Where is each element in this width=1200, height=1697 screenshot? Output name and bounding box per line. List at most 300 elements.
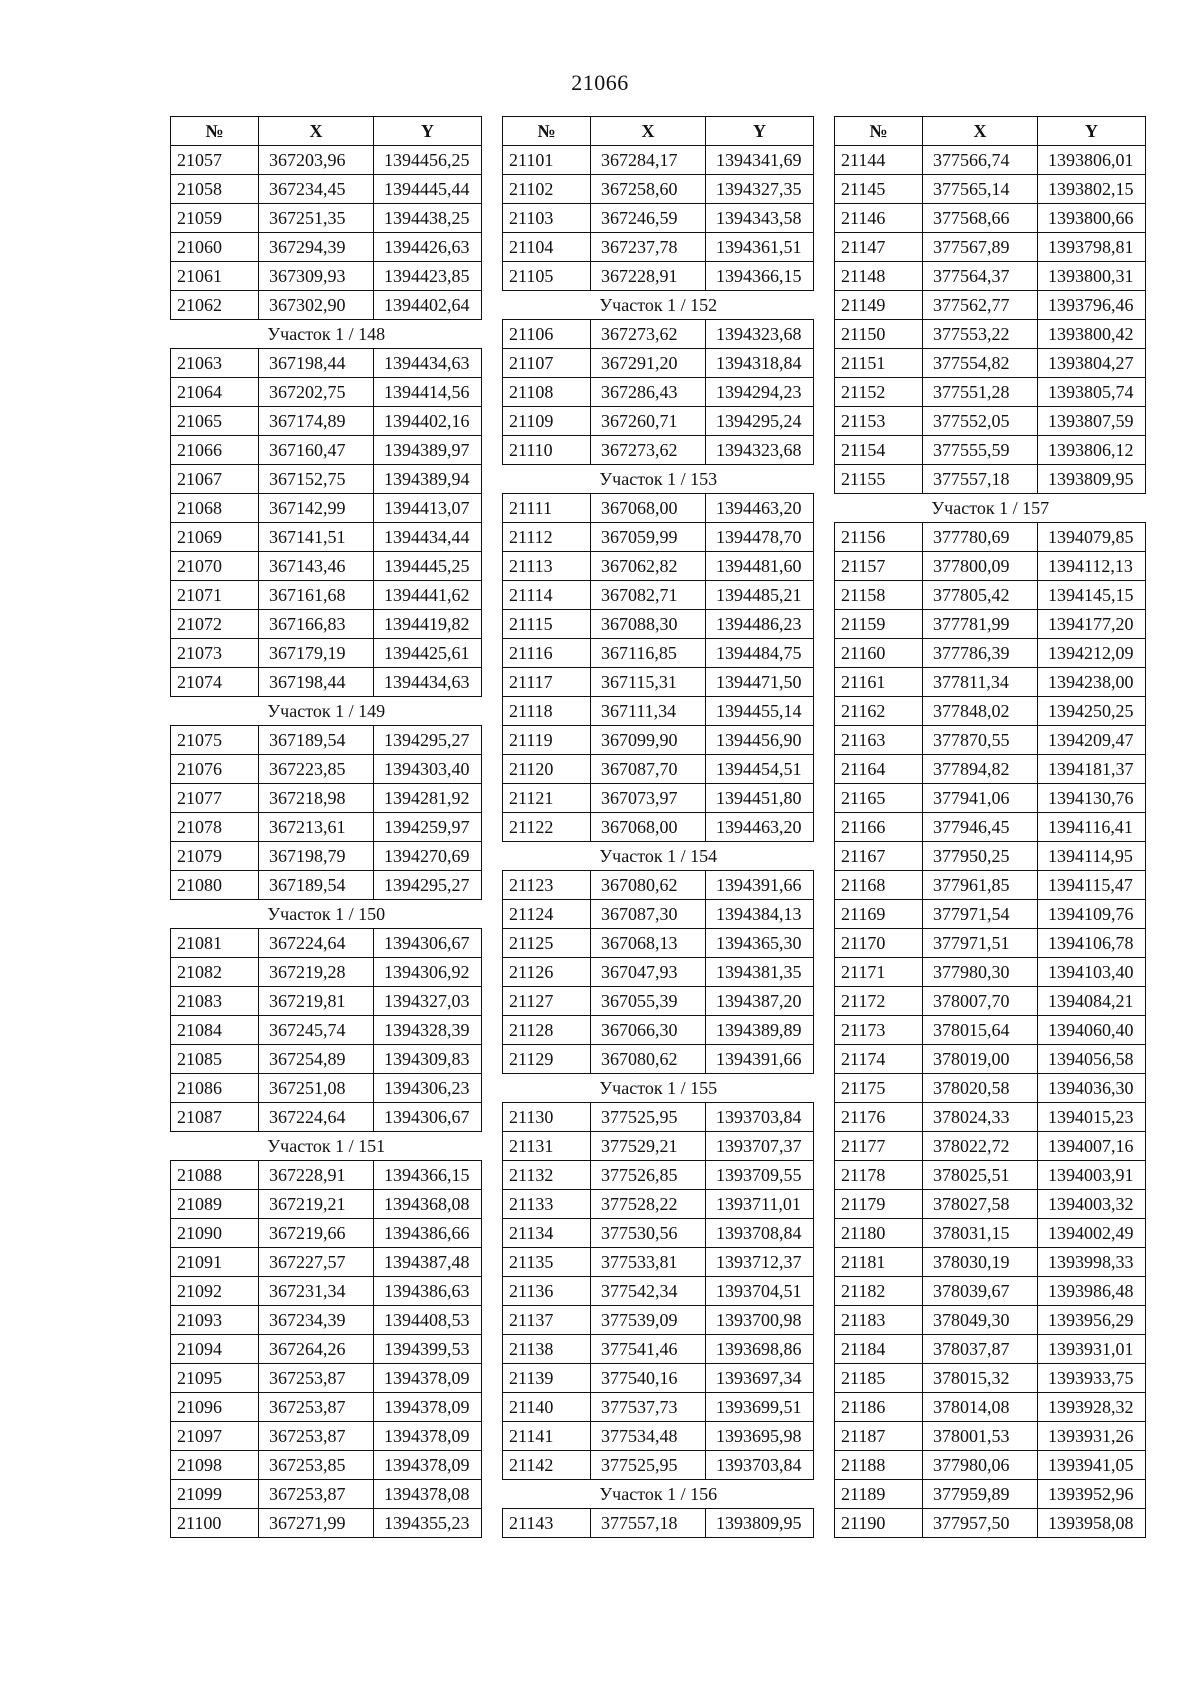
x-coordinate-cell: 367258,60: [591, 175, 706, 204]
x-coordinate-cell: 377552,05: [923, 407, 1038, 436]
table-row: [171, 1306, 482, 1335]
y-coordinate-cell: 1394323,68: [706, 436, 814, 465]
y-coordinate-cell: 1394381,35: [706, 958, 814, 987]
x-coordinate-cell: 367254,89: [259, 1045, 374, 1074]
point-number-cell: 21164: [835, 755, 923, 784]
point-number-cell: 21184: [835, 1335, 923, 1364]
x-coordinate-cell: 378014,08: [923, 1393, 1038, 1422]
x-coordinate-cell: 378024,33: [923, 1103, 1038, 1132]
y-coordinate-cell: 1393800,42: [1038, 320, 1146, 349]
y-coordinate-cell: 1394434,44: [374, 523, 482, 552]
y-coordinate-cell: 1394343,58: [706, 204, 814, 233]
y-coordinate-cell: 1394103,40: [1038, 958, 1146, 987]
table-row: [503, 929, 814, 958]
y-coordinate-cell: 1394451,80: [706, 784, 814, 813]
x-coordinate-cell: 367224,64: [259, 1103, 374, 1132]
table-row: [171, 552, 482, 581]
table-row: [503, 1451, 814, 1480]
table-row: [171, 1248, 482, 1277]
point-number-cell: 21186: [835, 1393, 923, 1422]
y-coordinate-cell: 1393703,84: [706, 1451, 814, 1480]
section-title: Участок 1 / 157: [835, 494, 1146, 523]
x-coordinate-cell: 367284,17: [591, 146, 706, 175]
point-number-cell: 21158: [835, 581, 923, 610]
x-coordinate-cell: 367224,64: [259, 929, 374, 958]
table-row: [835, 639, 1146, 668]
header-y: Y: [706, 117, 814, 146]
x-coordinate-cell: 367055,39: [591, 987, 706, 1016]
point-number-cell: 21058: [171, 175, 259, 204]
point-number-cell: 21121: [503, 784, 591, 813]
table-row: [835, 1045, 1146, 1074]
point-number-cell: 21102: [503, 175, 591, 204]
y-coordinate-cell: 1394109,76: [1038, 900, 1146, 929]
table-row: [503, 204, 814, 233]
x-coordinate-cell: 367234,39: [259, 1306, 374, 1335]
table-row: [835, 668, 1146, 697]
table-row: [171, 291, 482, 320]
y-coordinate-cell: 1394471,50: [706, 668, 814, 697]
x-coordinate-cell: 367219,81: [259, 987, 374, 1016]
table-row: [171, 581, 482, 610]
x-coordinate-cell: 367253,87: [259, 1364, 374, 1393]
point-number-cell: 21179: [835, 1190, 923, 1219]
y-coordinate-cell: 1393958,08: [1038, 1509, 1146, 1538]
table-row: [503, 1509, 814, 1538]
x-coordinate-cell: 377526,85: [591, 1161, 706, 1190]
y-coordinate-cell: 1393709,55: [706, 1161, 814, 1190]
table-row: [835, 726, 1146, 755]
y-coordinate-cell: 1394327,03: [374, 987, 482, 1016]
point-number-cell: 21182: [835, 1277, 923, 1306]
x-coordinate-cell: 367068,00: [591, 494, 706, 523]
point-number-cell: 21137: [503, 1306, 591, 1335]
x-coordinate-cell: 377946,45: [923, 813, 1038, 842]
y-coordinate-cell: 1394456,25: [374, 146, 482, 175]
point-number-cell: 21057: [171, 146, 259, 175]
y-coordinate-cell: 1394212,09: [1038, 639, 1146, 668]
x-coordinate-cell: 378020,58: [923, 1074, 1038, 1103]
y-coordinate-cell: 1394368,08: [374, 1190, 482, 1219]
y-coordinate-cell: 1394484,75: [706, 639, 814, 668]
x-coordinate-cell: 367082,71: [591, 581, 706, 610]
point-number-cell: 21170: [835, 929, 923, 958]
table-row: [171, 407, 482, 436]
table-row: [835, 1103, 1146, 1132]
header-y: Y: [374, 117, 482, 146]
y-coordinate-cell: 1394378,09: [374, 1422, 482, 1451]
table-row: [171, 639, 482, 668]
point-number-cell: 21163: [835, 726, 923, 755]
x-coordinate-cell: 367291,20: [591, 349, 706, 378]
y-coordinate-cell: 1394328,39: [374, 1016, 482, 1045]
point-number-cell: 21188: [835, 1451, 923, 1480]
y-coordinate-cell: 1394463,20: [706, 494, 814, 523]
y-coordinate-cell: 1394378,09: [374, 1451, 482, 1480]
header-num: №: [835, 117, 923, 146]
x-coordinate-cell: 367073,97: [591, 784, 706, 813]
y-coordinate-cell: 1393806,01: [1038, 146, 1146, 175]
x-coordinate-cell: 367219,28: [259, 958, 374, 987]
y-coordinate-cell: 1394365,30: [706, 929, 814, 958]
section-header-row: [503, 1480, 814, 1509]
table-row: [835, 407, 1146, 436]
point-number-cell: 21073: [171, 639, 259, 668]
y-coordinate-cell: 1394015,23: [1038, 1103, 1146, 1132]
table-row: [171, 668, 482, 697]
table-row: [503, 813, 814, 842]
header-num: №: [503, 117, 591, 146]
table-row: [171, 1103, 482, 1132]
y-coordinate-cell: 1394426,63: [374, 233, 482, 262]
point-number-cell: 21134: [503, 1219, 591, 1248]
x-coordinate-cell: 367273,62: [591, 436, 706, 465]
point-number-cell: 21066: [171, 436, 259, 465]
x-coordinate-cell: 377811,34: [923, 668, 1038, 697]
x-coordinate-cell: 377525,95: [591, 1451, 706, 1480]
y-coordinate-cell: 1394454,51: [706, 755, 814, 784]
table-row: [171, 204, 482, 233]
x-coordinate-cell: 378015,32: [923, 1364, 1038, 1393]
table-row: [171, 813, 482, 842]
x-coordinate-cell: 367223,85: [259, 755, 374, 784]
table-row: [835, 262, 1146, 291]
table-row: [835, 1074, 1146, 1103]
table-row: [835, 871, 1146, 900]
x-coordinate-cell: 378027,58: [923, 1190, 1038, 1219]
y-coordinate-cell: 1394389,94: [374, 465, 482, 494]
section-header-row: [503, 291, 814, 320]
y-coordinate-cell: 1394295,24: [706, 407, 814, 436]
y-coordinate-cell: 1394259,97: [374, 813, 482, 842]
point-number-cell: 21128: [503, 1016, 591, 1045]
point-number-cell: 21174: [835, 1045, 923, 1074]
y-coordinate-cell: 1393711,01: [706, 1190, 814, 1219]
point-number-cell: 21171: [835, 958, 923, 987]
x-coordinate-cell: 377980,30: [923, 958, 1038, 987]
table-row: [171, 1393, 482, 1422]
y-coordinate-cell: 1394295,27: [374, 871, 482, 900]
point-number-cell: 21110: [503, 436, 591, 465]
x-coordinate-cell: 367059,99: [591, 523, 706, 552]
point-number-cell: 21074: [171, 668, 259, 697]
point-number-cell: 21087: [171, 1103, 259, 1132]
table-row: [171, 1190, 482, 1219]
point-number-cell: 21068: [171, 494, 259, 523]
x-coordinate-cell: 367047,93: [591, 958, 706, 987]
x-coordinate-cell: 367218,98: [259, 784, 374, 813]
table-row: [835, 1364, 1146, 1393]
table-row: [835, 1219, 1146, 1248]
y-coordinate-cell: 1394402,16: [374, 407, 482, 436]
y-coordinate-cell: 1393807,59: [1038, 407, 1146, 436]
table-row: [171, 465, 482, 494]
x-coordinate-cell: 367234,45: [259, 175, 374, 204]
coordinate-table-3: [834, 116, 1146, 1538]
y-coordinate-cell: 1394441,62: [374, 581, 482, 610]
y-coordinate-cell: 1394114,95: [1038, 842, 1146, 871]
y-coordinate-cell: 1394181,37: [1038, 755, 1146, 784]
y-coordinate-cell: 1394366,15: [706, 262, 814, 291]
x-coordinate-cell: 367302,90: [259, 291, 374, 320]
point-number-cell: 21118: [503, 697, 591, 726]
table-row: [171, 1509, 482, 1538]
x-coordinate-cell: 367228,91: [591, 262, 706, 291]
y-coordinate-cell: 1394056,58: [1038, 1045, 1146, 1074]
x-coordinate-cell: 377780,69: [923, 523, 1038, 552]
x-coordinate-cell: 377870,55: [923, 726, 1038, 755]
x-coordinate-cell: 367142,99: [259, 494, 374, 523]
table-row: [171, 1422, 482, 1451]
table-row: [503, 958, 814, 987]
x-coordinate-cell: 367231,34: [259, 1277, 374, 1306]
y-coordinate-cell: 1393704,51: [706, 1277, 814, 1306]
point-number-cell: 21104: [503, 233, 591, 262]
point-number-cell: 21075: [171, 726, 259, 755]
x-coordinate-cell: 377528,22: [591, 1190, 706, 1219]
table-row: [503, 378, 814, 407]
y-coordinate-cell: 1393800,31: [1038, 262, 1146, 291]
y-coordinate-cell: 1393809,95: [706, 1509, 814, 1538]
x-coordinate-cell: 367080,62: [591, 1045, 706, 1074]
x-coordinate-cell: 378015,64: [923, 1016, 1038, 1045]
x-coordinate-cell: 367219,21: [259, 1190, 374, 1219]
y-coordinate-cell: 1394177,20: [1038, 610, 1146, 639]
point-number-cell: 21088: [171, 1161, 259, 1190]
point-number-cell: 21139: [503, 1364, 591, 1393]
point-number-cell: 21070: [171, 552, 259, 581]
table-row: [835, 755, 1146, 784]
table-body: [171, 146, 482, 1538]
point-number-cell: 21189: [835, 1480, 923, 1509]
x-coordinate-cell: 377529,21: [591, 1132, 706, 1161]
x-coordinate-cell: 377542,34: [591, 1277, 706, 1306]
point-number-cell: 21135: [503, 1248, 591, 1277]
x-coordinate-cell: 378019,00: [923, 1045, 1038, 1074]
table-row: [503, 407, 814, 436]
table-row: [171, 784, 482, 813]
point-number-cell: 21085: [171, 1045, 259, 1074]
x-coordinate-cell: 378039,67: [923, 1277, 1038, 1306]
x-coordinate-cell: 367198,44: [259, 668, 374, 697]
x-coordinate-cell: 367066,30: [591, 1016, 706, 1045]
y-coordinate-cell: 1394323,68: [706, 320, 814, 349]
table-row: [171, 1016, 482, 1045]
x-coordinate-cell: 367294,39: [259, 233, 374, 262]
x-coordinate-cell: 377533,81: [591, 1248, 706, 1277]
x-coordinate-cell: 367198,44: [259, 349, 374, 378]
table-row: [503, 494, 814, 523]
y-coordinate-cell: 1394389,89: [706, 1016, 814, 1045]
table-header-row: [835, 117, 1146, 146]
x-coordinate-cell: 377848,02: [923, 697, 1038, 726]
x-coordinate-cell: 378030,19: [923, 1248, 1038, 1277]
point-number-cell: 21080: [171, 871, 259, 900]
y-coordinate-cell: 1394306,23: [374, 1074, 482, 1103]
table-row: [835, 436, 1146, 465]
table-row: [503, 639, 814, 668]
y-coordinate-cell: 1394306,67: [374, 1103, 482, 1132]
point-number-cell: 21116: [503, 639, 591, 668]
table-row: [503, 1161, 814, 1190]
point-number-cell: 21127: [503, 987, 591, 1016]
section-header-row: [503, 465, 814, 494]
point-number-cell: 21077: [171, 784, 259, 813]
x-coordinate-cell: 367174,89: [259, 407, 374, 436]
y-coordinate-cell: 1394414,56: [374, 378, 482, 407]
table-row: [171, 958, 482, 987]
x-coordinate-cell: 367253,85: [259, 1451, 374, 1480]
table-row: [171, 146, 482, 175]
point-number-cell: 21138: [503, 1335, 591, 1364]
x-coordinate-cell: 367264,26: [259, 1335, 374, 1364]
x-coordinate-cell: 377980,06: [923, 1451, 1038, 1480]
y-coordinate-cell: 1393928,32: [1038, 1393, 1146, 1422]
table-row: [503, 1393, 814, 1422]
y-coordinate-cell: 1394355,23: [374, 1509, 482, 1538]
y-coordinate-cell: 1394408,53: [374, 1306, 482, 1335]
x-coordinate-cell: 367080,62: [591, 871, 706, 900]
y-coordinate-cell: 1394445,25: [374, 552, 482, 581]
y-coordinate-cell: 1394486,23: [706, 610, 814, 639]
table-row: [835, 1422, 1146, 1451]
point-number-cell: 21148: [835, 262, 923, 291]
point-number-cell: 21129: [503, 1045, 591, 1074]
y-coordinate-cell: 1394434,63: [374, 349, 482, 378]
x-coordinate-cell: 367099,90: [591, 726, 706, 755]
table-row: [835, 233, 1146, 262]
table-row: [835, 581, 1146, 610]
coordinate-table-1: [170, 116, 482, 1538]
table-row: [503, 610, 814, 639]
y-coordinate-cell: 1393707,37: [706, 1132, 814, 1161]
point-number-cell: 21060: [171, 233, 259, 262]
y-coordinate-cell: 1394378,09: [374, 1364, 482, 1393]
y-coordinate-cell: 1394270,69: [374, 842, 482, 871]
table-row: [835, 1248, 1146, 1277]
x-coordinate-cell: 367189,54: [259, 726, 374, 755]
x-coordinate-cell: 377555,59: [923, 436, 1038, 465]
y-coordinate-cell: 1393802,15: [1038, 175, 1146, 204]
x-coordinate-cell: 377551,28: [923, 378, 1038, 407]
x-coordinate-cell: 367152,75: [259, 465, 374, 494]
y-coordinate-cell: 1394294,23: [706, 378, 814, 407]
x-coordinate-cell: 377534,48: [591, 1422, 706, 1451]
y-coordinate-cell: 1393806,12: [1038, 436, 1146, 465]
y-coordinate-cell: 1393956,29: [1038, 1306, 1146, 1335]
table-row: [835, 175, 1146, 204]
table-row: [503, 697, 814, 726]
x-coordinate-cell: 367161,68: [259, 581, 374, 610]
y-coordinate-cell: 1394399,53: [374, 1335, 482, 1364]
table-row: [503, 1045, 814, 1074]
table-row: [171, 349, 482, 378]
y-coordinate-cell: 1393805,74: [1038, 378, 1146, 407]
table-row: [171, 1335, 482, 1364]
table-row: [835, 900, 1146, 929]
y-coordinate-cell: 1394327,35: [706, 175, 814, 204]
point-number-cell: 21108: [503, 378, 591, 407]
y-coordinate-cell: 1394463,20: [706, 813, 814, 842]
y-coordinate-cell: 1394434,63: [374, 668, 482, 697]
point-number-cell: 21067: [171, 465, 259, 494]
y-coordinate-cell: 1394306,67: [374, 929, 482, 958]
point-number-cell: 21131: [503, 1132, 591, 1161]
point-number-cell: 21161: [835, 668, 923, 697]
point-number-cell: 21094: [171, 1335, 259, 1364]
section-title: Участок 1 / 148: [171, 320, 482, 349]
point-number-cell: 21123: [503, 871, 591, 900]
point-number-cell: 21101: [503, 146, 591, 175]
point-number-cell: 21111: [503, 494, 591, 523]
y-coordinate-cell: 1393708,84: [706, 1219, 814, 1248]
y-coordinate-cell: 1394281,92: [374, 784, 482, 813]
x-coordinate-cell: 367253,87: [259, 1480, 374, 1509]
table-row: [503, 1422, 814, 1451]
point-number-cell: 21140: [503, 1393, 591, 1422]
y-coordinate-cell: 1394303,40: [374, 755, 482, 784]
table-row: [503, 1103, 814, 1132]
x-coordinate-cell: 377557,18: [923, 465, 1038, 494]
table-header-row: [503, 117, 814, 146]
point-number-cell: 21173: [835, 1016, 923, 1045]
x-coordinate-cell: 377957,50: [923, 1509, 1038, 1538]
table-row: [835, 1393, 1146, 1422]
section-title: Участок 1 / 152: [503, 291, 814, 320]
y-coordinate-cell: 1394387,20: [706, 987, 814, 1016]
table-row: [835, 378, 1146, 407]
point-number-cell: 21124: [503, 900, 591, 929]
x-coordinate-cell: 377941,06: [923, 784, 1038, 813]
x-coordinate-cell: 377971,51: [923, 929, 1038, 958]
y-coordinate-cell: 1394456,90: [706, 726, 814, 755]
table-row: [835, 813, 1146, 842]
y-coordinate-cell: 1393798,81: [1038, 233, 1146, 262]
table-row: [171, 494, 482, 523]
table-row: [835, 958, 1146, 987]
point-number-cell: 21090: [171, 1219, 259, 1248]
x-coordinate-cell: 378031,15: [923, 1219, 1038, 1248]
x-coordinate-cell: 378037,87: [923, 1335, 1038, 1364]
point-number-cell: 21160: [835, 639, 923, 668]
y-coordinate-cell: 1393941,05: [1038, 1451, 1146, 1480]
table-row: [171, 1219, 482, 1248]
y-coordinate-cell: 1394386,63: [374, 1277, 482, 1306]
section-header-row: [503, 1074, 814, 1103]
table-row: [503, 1277, 814, 1306]
point-number-cell: 21063: [171, 349, 259, 378]
y-coordinate-cell: 1394389,97: [374, 436, 482, 465]
x-coordinate-cell: 367087,70: [591, 755, 706, 784]
y-coordinate-cell: 1394318,84: [706, 349, 814, 378]
y-coordinate-cell: 1394413,07: [374, 494, 482, 523]
point-number-cell: 21166: [835, 813, 923, 842]
y-coordinate-cell: 1394238,00: [1038, 668, 1146, 697]
y-coordinate-cell: 1393986,48: [1038, 1277, 1146, 1306]
point-number-cell: 21157: [835, 552, 923, 581]
table-row: [835, 552, 1146, 581]
x-coordinate-cell: 367203,96: [259, 146, 374, 175]
table-row: [503, 668, 814, 697]
point-number-cell: 21169: [835, 900, 923, 929]
header-x: X: [591, 117, 706, 146]
point-number-cell: 21096: [171, 1393, 259, 1422]
table-body: [835, 146, 1146, 1538]
point-number-cell: 21078: [171, 813, 259, 842]
y-coordinate-cell: 1394309,83: [374, 1045, 482, 1074]
x-coordinate-cell: 377781,99: [923, 610, 1038, 639]
y-coordinate-cell: 1393800,66: [1038, 204, 1146, 233]
